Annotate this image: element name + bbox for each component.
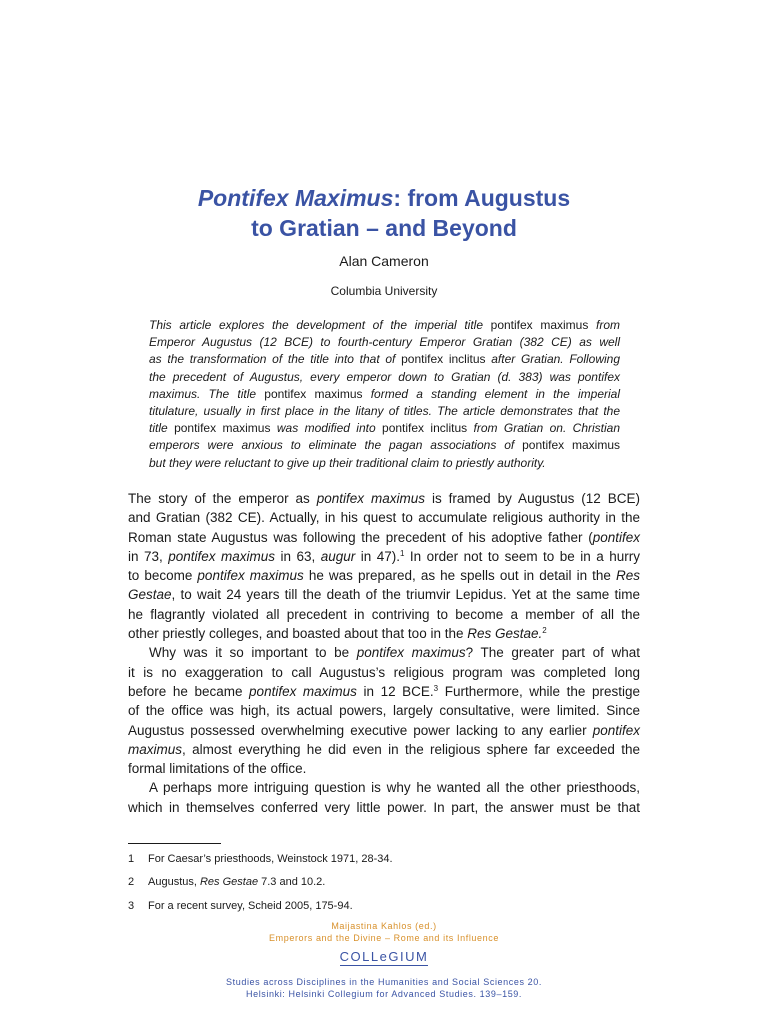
abstract-line: as the transformation of the title into that of pontifex inclitus after Gratian. Following [149,352,621,367]
body-text [128,489,640,817]
body-line: it is no exaggeration to call Augustus’s religious program was completed long [128,664,640,680]
abstract-line: title pontifex maximus was modified into pontifex inclitus from Gratian on. Christian [149,421,621,436]
body-line: which in themselves conferred very little power. In part, the answer must be that [128,799,640,815]
abstract-line: This article explores the development of the imperial title pontifex maximus from [149,318,620,332]
abstract [149,317,620,472]
body-line: in 73, pontifex maximus in 63, augur in 47).$^1$ In order not to seem to be in a hurry [128,548,640,564]
body-line: to become pontifex maximus he was prepared, as he spells out in detail in the Res [128,568,640,584]
footnote-ref[interactable]: 3 [433,683,439,693]
body-line: Augustus possessed overwhelming executive power lacking to any earlier pontifex [128,722,640,738]
body-line: he flagrantly violated all precedent in contriving to become a member of all the [128,606,640,622]
footer-publisher: Helsinki: Helsinki Collegium for Advanced Studies. 139–159. [245,989,523,999]
footnote-ref[interactable]: 2 [542,626,547,636]
abstract-line: emperors were anxious to eliminate the pagan associations of pontifex maximus [149,438,621,453]
body-line: other priestly colleges, and boasted about that too in the Res Gestae.$^2$ [128,626,547,642]
abstract-line: Emperor Augustus (12 BCE) to fourth-century Emperor Gratian (382 CE) as well [149,335,620,350]
footer-editor: Maijastina Kahlos (ed.) [331,921,437,931]
abstract-line: the precedent of Augustus, every emperor down to Gratian (d. 383) was pontifex [149,369,620,384]
body-line: of the office was high, its actual powers, largely consultative, were limited. Since [128,703,640,719]
footnote-3: 3 For a recent survey, Scheid 2005, 175-94. [128,900,353,912]
author-name: Alan Cameron [339,253,429,269]
body-line: Gestae, to wait 24 years till the death of the triumvir Lepidus. Yet at the same time [128,587,640,603]
author-affiliation: Columbia University [330,284,438,298]
body-line: The story of the emperor as pontifex maximus is framed by Augustus (12 BCE) [128,491,641,506]
abstract-line: maximus. The title pontifex maximus formed a standing element in the imperial [149,386,620,401]
body-line: and Gratian (382 CE). Actually, in his quest to accumulate religious authority in the [128,510,640,526]
collegium-logo: COLLeGIUM [339,949,429,964]
footnote-divider [128,843,221,844]
footer-book-title: Emperors and the Divine – Rome and its Influence [269,933,499,943]
body-line: A perhaps more intriguing question is why he wanted all the other priesthoods, [149,780,640,796]
footnote-1: 1 For Caesar’s priesthoods, Weinstock 1971, 28-34. [128,853,393,865]
footer-series: Studies across Disciplines in the Humanities and Social Sciences 20. [226,977,542,987]
body-line: formal limitations of the office. [128,761,307,777]
title-line-2: to Gratian – and Beyond [251,215,517,241]
footnote-ref[interactable]: 1 [399,548,405,558]
title-rest: : from Augustus [393,185,571,211]
body-line: Roman state Augustus was following the precedent of his adoptive father (pontifex [128,529,640,545]
body-line: Why was it so important to be pontifex maximus? The greater part of what [149,645,640,661]
article-title [0,183,768,243]
body-line: maximus, almost everything he did even in the religious sphere far exceeded the [128,741,640,757]
abstract-line: titulature, usually in first place in the litany of titles. The article demonstrates that the [149,404,620,419]
abstract-line: but they were reluctant to give up their traditional claim to priestly authority. [149,455,546,470]
body-line: before he became pontifex maximus in 12 BCE.$^3$ Furthermore, while the prestige [128,683,640,699]
title-italic-part: Pontifex Maximus [197,185,394,211]
footnote-2: 2 Augustus, Res Gestae 7.3 and 10.2. [128,876,326,888]
title-line-1 [0,183,768,213]
